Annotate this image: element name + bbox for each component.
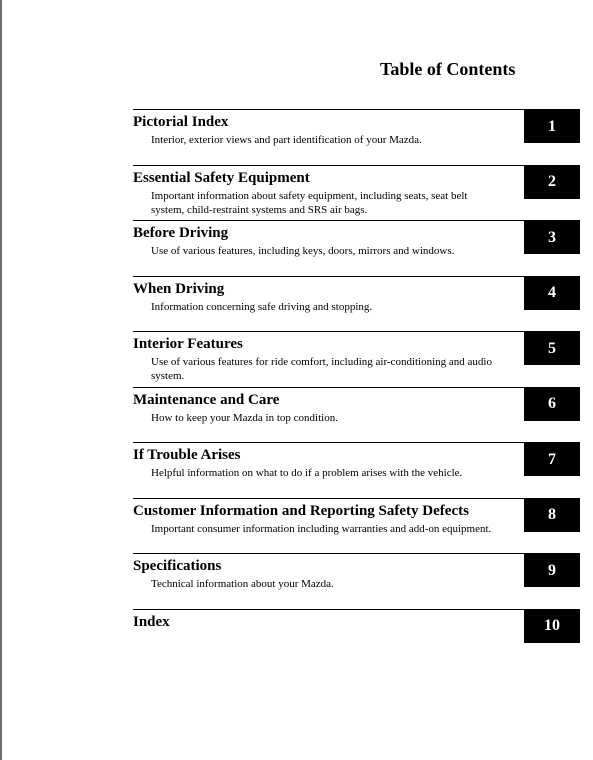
entry-description: Helpful information on what to do if a problem arises with the vehicle. <box>151 467 463 479</box>
chapter-number-box[interactable]: 6 <box>524 388 580 421</box>
chapter-number-box[interactable]: 9 <box>524 554 580 587</box>
entry-description: Important consumer information including warranties and add-on equipment. <box>151 522 492 535</box>
entry-title[interactable]: Essential Safety Equipment <box>133 169 310 186</box>
toc-entry-essential-safety-equipment[interactable] <box>133 165 580 221</box>
toc-entry-pictorial-index[interactable] <box>133 109 580 165</box>
chapter-number-box[interactable]: 8 <box>524 499 580 532</box>
toc-entry-index[interactable] <box>133 609 580 665</box>
entry-title[interactable]: Index <box>133 613 170 630</box>
entry-description: Information concerning safe driving and stopping. <box>151 300 373 313</box>
toc-entry-before-driving[interactable] <box>133 220 580 276</box>
toc-entry-maintenance-and-care[interactable] <box>133 387 580 443</box>
chapter-number-box[interactable]: 1 <box>524 110 580 143</box>
entry-description: Technical information about your Mazda. <box>151 578 334 590</box>
toc-entry-interior-features[interactable] <box>133 331 580 387</box>
chapter-number-box[interactable]: 3 <box>524 221 580 254</box>
chapter-number-box[interactable]: 4 <box>524 277 580 310</box>
entry-title[interactable]: Customer Information and Reporting Safety Defects <box>133 502 469 519</box>
chapter-number-box[interactable]: 2 <box>524 166 580 199</box>
chapter-number-box[interactable]: 10 <box>524 610 580 643</box>
page-left-border <box>0 0 2 760</box>
toc-entry-specifications[interactable] <box>133 553 580 609</box>
toc-entry-if-trouble-arises[interactable] <box>133 442 580 498</box>
entry-title[interactable]: When Driving <box>133 280 225 297</box>
entry-title[interactable]: Maintenance and Care <box>133 391 280 408</box>
entry-title[interactable]: Specifications <box>133 558 222 574</box>
entry-description: Important information about safety equipment, including seats, seat belt system, child-restraint systems and SRS air bags. <box>151 189 468 216</box>
page-title: Table of Contents <box>380 59 516 79</box>
entry-title[interactable]: If Trouble Arises <box>133 447 241 463</box>
toc-entry-customer-information[interactable] <box>133 498 580 554</box>
entry-title[interactable]: Pictorial Index <box>133 114 229 130</box>
entry-description: Use of various features, including keys, doors, mirrors and windows. <box>151 245 455 257</box>
toc-list <box>133 109 580 664</box>
entry-description: Use of various features for ride comfort, including air-conditioning and audio system. <box>151 356 492 382</box>
chapter-number-box[interactable]: 5 <box>524 332 580 365</box>
entry-description: Interior, exterior views and part identification of your Mazda. <box>151 134 422 146</box>
chapter-number-box[interactable]: 7 <box>524 443 580 476</box>
entry-description: How to keep your Mazda in top condition. <box>151 411 338 424</box>
entry-title[interactable]: Interior Features <box>133 336 243 352</box>
entry-title[interactable]: Before Driving <box>133 225 229 241</box>
toc-entry-when-driving[interactable] <box>133 276 580 332</box>
